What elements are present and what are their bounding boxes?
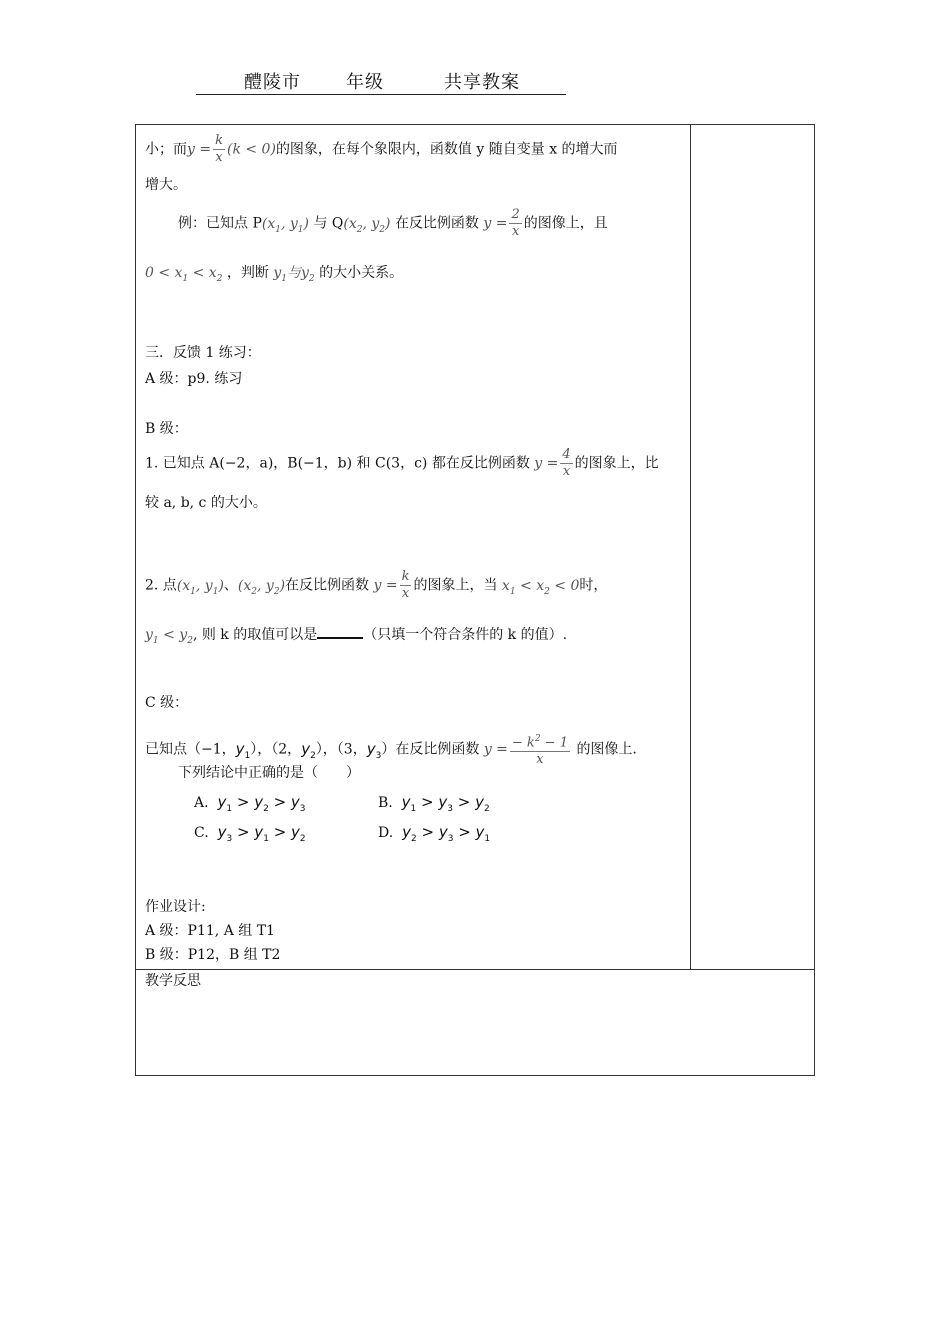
option-d[interactable]: D. $y_2 > y_3 > y_1$ [378, 823, 491, 844]
example-line-2: $0 < x_1 < x_2$ ，判断 $y_1$与$y_2$ 的大小关系。 [145, 265, 404, 284]
a-level: A 级：p9. 练习 [145, 371, 243, 387]
header-city: 醴陵市 [244, 72, 301, 93]
example-line: 例：已知点 $P(x_1$, $y_1$) 与 $Q(x_2$, $y_2$) 在反比例函数 y = $\frac{2}{x}$ 的图像上，且 [178, 207, 608, 239]
header-grade: 年级 [346, 72, 384, 93]
c-question: 已知点（−1，$y_1$），（2，$y_2$），（3，$y_3$）在反比例函数 y = $\frac{- k^2 - 1}{x}$ 的图像上. [145, 731, 637, 768]
lesson-table [135, 124, 815, 1076]
b-level: B 级： [145, 421, 188, 437]
answer-blank[interactable] [317, 625, 363, 639]
column-divider [690, 125, 691, 969]
section-feedback: 三．反馈 1 练习： [145, 345, 261, 361]
b-question-2-cont: $y_1 < y_2$, 则 k 的取值可以是 （只填一个符合条件的 k 的值）. [145, 627, 568, 646]
option-b[interactable]: B. $y_1 > y_3 > y_2$ [378, 793, 490, 814]
c-level: C 级： [145, 695, 189, 711]
page-header [196, 66, 566, 95]
option-c[interactable]: C. $y_3 > y_1 > y_2$ [194, 823, 306, 844]
homework-b: B 级：P12，B 组 T2 [145, 947, 281, 963]
homework-a: A 级：P11, A 组 T1 [145, 923, 275, 939]
option-a[interactable]: A. $y_1 > y_2 > y_3$ [194, 793, 306, 814]
b-question-1-cont: 较 a, b, c 的大小。 [145, 495, 267, 511]
text-line-2: 增大。 [145, 177, 187, 193]
b-question-1: 1. 已知点 A(−2，a)，B(−1，b) 和 C(3，c) 都在反比例函数 y = $\frac{4}{x}$ 的图象上，比 [145, 447, 659, 479]
c-question-prompt: 下列结论中正确的是（ ） [178, 765, 360, 781]
teaching-reflection: 教学反思 [145, 973, 201, 989]
text-line-1: 小；而y = $\frac{k}{x}$ (k < 0)的图象，在每个象限内，函数值 y 随自变量 x 的增大而 [145, 133, 618, 165]
b-question-2: 2. 点($x_1$, $y_1$)、($x_2$, $y_2$)在反比例函数 y = $\frac{k}{x}$ 的图象上，当 $x_1 < x_2 < 0$时， [145, 569, 608, 601]
header-title: 共享教案 [444, 72, 520, 93]
row-divider [136, 969, 814, 970]
homework-title: 作业设计: [145, 899, 206, 915]
